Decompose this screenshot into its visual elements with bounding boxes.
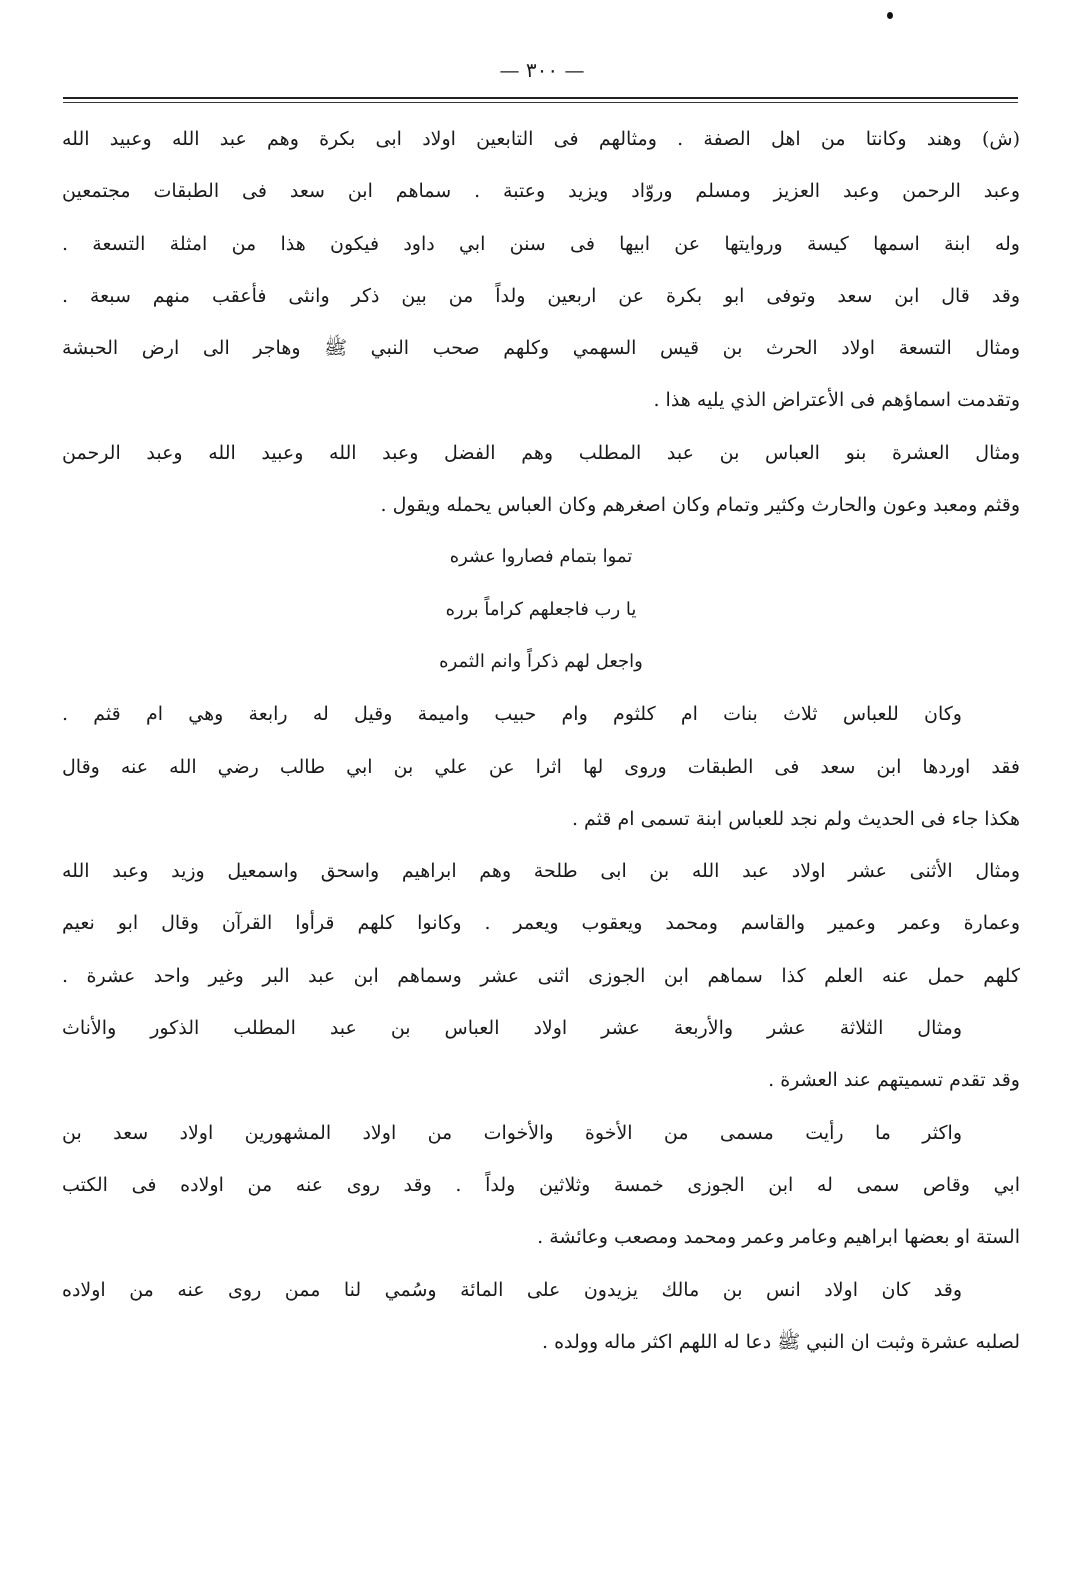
text-line: ومثال الثلاثة عشر والأربعة عشر اولاد العباس بن عبد المطلب الذكور والأناث (62, 1017, 962, 1040)
text-line: الستة او بعضها ابراهيم وعامر وعمر ومحمد ومصعب وعائشة . (537, 1226, 1020, 1249)
text-line: وتقدمت اسماؤهم فى الأعتراض الذي يليه هذا . (653, 389, 1020, 412)
header-rule-thin (63, 102, 1018, 103)
text-line: وعمارة وعمر وعمير والقاسم ومحمد ويعقوب ويعمر . وكانوا كلهم قرأوا القرآن وقال ابو نعيم (62, 912, 1020, 935)
text-line: (ش) وهند وكانتا من اهل الصفة . ومثالهم فى التابعين اولاد ابى بكرة وهم عبد الله وعبيد الله (62, 128, 1020, 150)
text-line: ومثال العشرة بنو العباس بن عبد المطلب وهم الفضل وعبد الله وعبيد الله وعبد الرحمن (62, 441, 1020, 464)
text-line: وعبد الرحمن وعبد العزيز ومسلم وروّاد ويزيد وعتبة . سماهم ابن سعد فى الطبقات مجتمعين (62, 180, 1020, 203)
text-line: وقثم ومعبد وعون والحارث وكثير وتمام وكان اصغرهم وكان العباس يحمله ويقول . (380, 494, 1020, 517)
verse-line: واجعل لهم ذكراً وانم الثمره (439, 650, 643, 672)
text-line: فقد اوردها ابن سعد فى الطبقات وروى لها اثرا عن علي بن ابي طالب رضي الله عنه وقال (62, 755, 1020, 778)
header-rule-thick (63, 97, 1018, 99)
text-line: واكثر ما رأيت مسمى من الأخوة والأخوات من اولاد المشهورين اولاد سعد بن (62, 1121, 962, 1144)
text-line: هكذا جاء فى الحديث ولم نجد للعباس ابنة تسمى ام قثم . (571, 807, 1020, 830)
text-line: ومثال الأثنى عشر اولاد عبد الله بن ابى طلحة وهم ابراهيم واسحق واسمعيل وزيد وعبد الله (62, 860, 1020, 883)
text-line: ومثال التسعة اولاد الحرث بن قيس السهمي وكلهم صحب النبي ﷺ وهاجر الى ارض الحبشة (62, 337, 1020, 360)
body-text (62, 113, 1020, 1368)
text-line: وله ابنة اسمها كيسة وروايتها عن ابيها فى سنن ابي داود فيكون هذا من امثلة التسعة . (62, 232, 1020, 255)
verse-line: تموا بتمام فصاروا عشره (449, 546, 633, 568)
text-line: وقد كان اولاد انس بن مالك يزيدون على المائة وسُمي لنا ممن روى عنه من اولاده (62, 1278, 962, 1301)
text-line: ابي وقاص سمى له ابن الجوزى خمسة وثلاثين ولداً . وقد روى عنه من اولاده فى الكتب (62, 1173, 1020, 1196)
page-number: — ٣٠٠ — (499, 58, 585, 82)
text-line: لصلبه عشرة وثبت ان النبي ﷺ دعا له اللهم اكثر ماله وولده . (542, 1330, 1020, 1353)
text-line: وقد قال ابن سعد وتوفى ابو بكرة عن اربعين ولداً من بين ذكر وانثى فأعقب منهم سبعة . (62, 284, 1020, 307)
ink-dot (887, 12, 893, 19)
text-line: وكان للعباس ثلاث بنات ام كلثوم وام حبيب واميمة وقيل له رابعة وهي ام قثم . (62, 703, 962, 726)
text-line: وقد تقدم تسميتهم عند العشرة . (768, 1069, 1020, 1092)
text-line: كلهم حمل عنه العلم كذا سماهم ابن الجوزى اثنى عشر وسماهم ابن عبد البر وغير واحد عشرة . (62, 964, 1020, 987)
verse-line: يا رب فاجعلهم كراماً برره (445, 598, 637, 620)
